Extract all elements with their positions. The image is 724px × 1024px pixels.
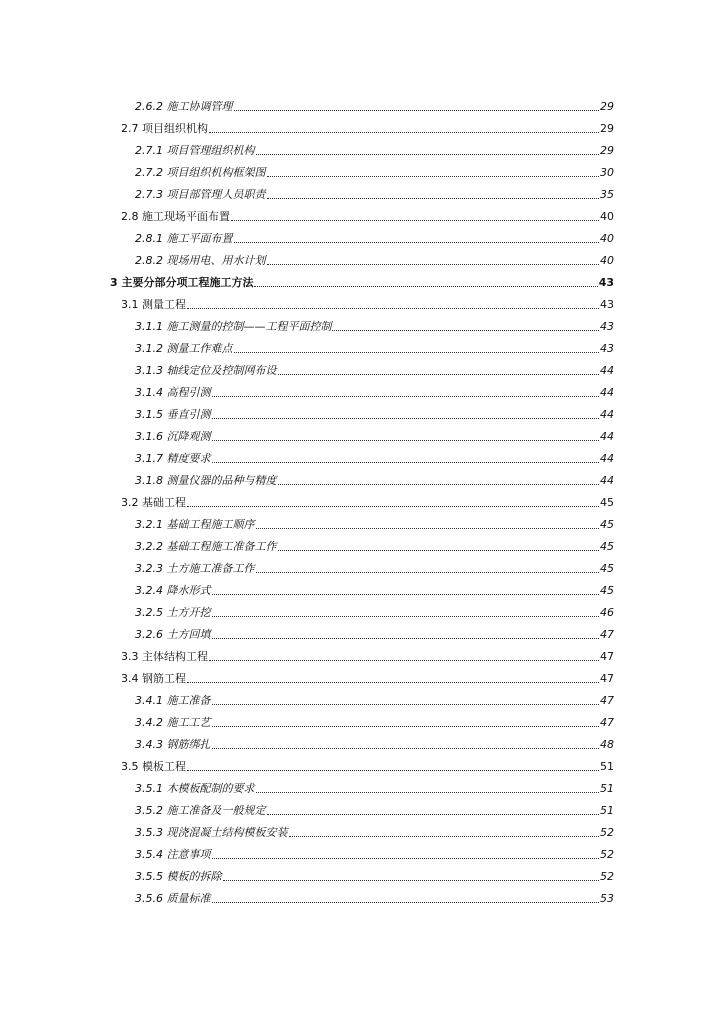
toc-entry[interactable] xyxy=(121,118,614,136)
toc-page-number: 52 xyxy=(600,848,614,861)
toc-page-number: 44 xyxy=(600,364,614,377)
toc-page-number: 46 xyxy=(600,606,614,619)
toc-entry[interactable] xyxy=(135,382,614,400)
toc-entry-title: 2.8.1 施工平面布置 xyxy=(135,232,233,245)
toc-entry-title: 3.2.2 基础工程施工准备工作 xyxy=(135,540,277,553)
toc-entry-title: 3.4.1 施工准备 xyxy=(135,694,211,707)
toc-entry-title: 3.5.2 施工准备及一般规定 xyxy=(135,804,266,817)
toc-dot-leader xyxy=(256,153,600,155)
toc-dot-leader xyxy=(212,439,600,441)
toc-dot-leader xyxy=(212,461,600,463)
toc-entry[interactable] xyxy=(135,778,614,796)
toc-entry-title: 3.5.4 注意事项 xyxy=(135,848,211,861)
toc-entry-title: 3.1.3 轴线定位及控制网布设 xyxy=(135,364,277,377)
toc-entry-title: 2.7 项目组织机构 xyxy=(121,122,208,135)
toc-dot-leader xyxy=(187,307,599,309)
toc-entry[interactable] xyxy=(135,690,614,708)
toc-dot-leader xyxy=(187,769,599,771)
toc-entry[interactable] xyxy=(135,712,614,730)
toc-page-number: 47 xyxy=(600,650,614,663)
toc-entry-title: 3.1.2 测量工作难点 xyxy=(135,342,233,355)
toc-page-number: 35 xyxy=(600,188,614,201)
toc-entry[interactable] xyxy=(135,558,614,576)
toc-dot-leader xyxy=(212,725,600,727)
toc-dot-leader xyxy=(254,285,597,287)
toc-entry[interactable] xyxy=(110,272,614,290)
toc-entry-title: 2.6.2 施工协调管理 xyxy=(135,100,233,113)
toc-entry-title: 3.2.6 土方回填 xyxy=(135,628,211,641)
toc-entry[interactable] xyxy=(121,294,614,312)
toc-entry-title: 3.5.3 现浇混凝土结构模板安装 xyxy=(135,826,288,839)
toc-dot-leader xyxy=(187,681,599,683)
toc-page-number: 52 xyxy=(600,870,614,883)
toc-entry-title: 2.7.1 项目管理组织机构 xyxy=(135,144,255,157)
toc-entry-title: 3.5.6 质量标准 xyxy=(135,892,211,905)
toc-entry-title: 3.4.2 施工工艺 xyxy=(135,716,211,729)
toc-page-number: 44 xyxy=(600,408,614,421)
toc-entry[interactable] xyxy=(135,250,614,268)
toc-entry[interactable] xyxy=(135,800,614,818)
toc-entry-title: 3.4 钢筋工程 xyxy=(121,672,186,685)
toc-entry[interactable] xyxy=(135,184,614,202)
toc-page-number: 44 xyxy=(600,386,614,399)
toc-entry-title: 3.5.1 木模板配制的要求 xyxy=(135,782,255,795)
toc-page-number: 47 xyxy=(600,694,614,707)
toc-page-number: 51 xyxy=(600,804,614,817)
toc-entry[interactable] xyxy=(135,162,614,180)
toc-page-number: 44 xyxy=(600,474,614,487)
toc-dot-leader xyxy=(223,879,600,881)
toc-entry[interactable] xyxy=(135,140,614,158)
toc-page-number: 43 xyxy=(600,320,614,333)
toc-page-number: 45 xyxy=(600,562,614,575)
toc-entry[interactable] xyxy=(135,360,614,378)
toc-dot-leader xyxy=(267,197,600,199)
toc-entry[interactable] xyxy=(121,668,614,686)
toc-entry-title: 3.2.4 降水形式 xyxy=(135,584,211,597)
toc-page-number: 52 xyxy=(600,826,614,839)
toc-page-number: 45 xyxy=(600,584,614,597)
toc-dot-leader xyxy=(212,703,600,705)
toc-entry[interactable] xyxy=(135,426,614,444)
toc-entry-title: 3.2.5 土方开挖 xyxy=(135,606,211,619)
toc-entry-title: 3.1.5 垂直引测 xyxy=(135,408,211,421)
toc-page-number: 45 xyxy=(600,540,614,553)
toc-page-number: 40 xyxy=(600,254,614,267)
toc-dot-leader xyxy=(234,351,600,353)
toc-page-number: 51 xyxy=(600,760,614,773)
toc-dot-leader xyxy=(212,901,600,903)
toc-entry[interactable] xyxy=(121,206,614,224)
toc-dot-leader xyxy=(212,857,600,859)
toc-dot-leader xyxy=(209,131,599,133)
toc-entry-title: 3 主要分部分项工程施工方法 xyxy=(110,276,254,289)
toc-entry[interactable] xyxy=(135,624,614,642)
toc-dot-leader xyxy=(278,483,600,485)
toc-page-number: 47 xyxy=(600,628,614,641)
toc-entry[interactable] xyxy=(135,844,614,862)
toc-dot-leader xyxy=(212,637,600,639)
toc-entry[interactable] xyxy=(121,756,614,774)
toc-page-number: 29 xyxy=(600,100,614,113)
toc-entry-title: 3.2.1 基础工程施工顺序 xyxy=(135,518,255,531)
toc-page-number: 44 xyxy=(600,430,614,443)
toc-entry-title: 3.1.7 精度要求 xyxy=(135,452,211,465)
toc-page-number: 43 xyxy=(600,298,614,311)
toc-dot-leader xyxy=(212,593,600,595)
toc-page-number: 53 xyxy=(600,892,614,905)
toc-dot-leader xyxy=(267,263,600,265)
toc-entry[interactable] xyxy=(135,316,614,334)
toc-page-number: 48 xyxy=(600,738,614,751)
toc-entry-title: 3.1.8 测量仪器的品种与精度 xyxy=(135,474,277,487)
toc-entry[interactable] xyxy=(135,338,614,356)
toc-entry-title: 3.2.3 土方施工准备工作 xyxy=(135,562,255,575)
toc-dot-leader xyxy=(212,417,600,419)
toc-entry-title: 3.1.6 沉降观测 xyxy=(135,430,211,443)
toc-dot-leader xyxy=(267,175,600,177)
toc-entry[interactable] xyxy=(121,646,614,664)
toc-entry-title: 2.8.2 现场用电、用水计划 xyxy=(135,254,266,267)
toc-entry[interactable] xyxy=(135,888,614,906)
toc-page-number: 51 xyxy=(600,782,614,795)
toc-dot-leader xyxy=(209,659,599,661)
toc-entry-title: 3.1 测量工程 xyxy=(121,298,186,311)
toc-dot-leader xyxy=(278,549,600,551)
toc-dot-leader xyxy=(256,571,600,573)
toc-entry[interactable] xyxy=(135,448,614,466)
toc-entry[interactable] xyxy=(121,492,614,510)
toc-dot-leader xyxy=(278,373,600,375)
toc-page-number: 43 xyxy=(598,276,614,289)
toc-page-number: 29 xyxy=(600,122,614,135)
toc-entry-title: 2.7.2 项目组织机构框架图 xyxy=(135,166,266,179)
toc-page-number: 45 xyxy=(600,518,614,531)
toc-page-number: 44 xyxy=(600,452,614,465)
toc-entry-title: 2.8 施工现场平面布置 xyxy=(121,210,230,223)
toc-entry[interactable] xyxy=(135,866,614,884)
toc-page-number: 47 xyxy=(600,716,614,729)
toc-page-number: 29 xyxy=(600,144,614,157)
toc-dot-leader xyxy=(187,505,599,507)
toc-entry-title: 3.5 模板工程 xyxy=(121,760,186,773)
toc-entry[interactable] xyxy=(135,96,614,114)
toc-dot-leader xyxy=(267,813,600,815)
toc-dot-leader xyxy=(212,747,600,749)
toc-dot-leader xyxy=(289,835,600,837)
toc-entry-title: 3.1.1 施工测量的控制——工程平面控制 xyxy=(135,320,332,333)
toc-entry[interactable] xyxy=(135,580,614,598)
toc-dot-leader xyxy=(332,329,599,331)
toc-entry-title: 3.3 主体结构工程 xyxy=(121,650,208,663)
toc-page-number: 47 xyxy=(600,672,614,685)
toc-entry[interactable] xyxy=(135,536,614,554)
toc-dot-leader xyxy=(231,219,599,221)
toc-entry[interactable] xyxy=(135,734,614,752)
toc-page-number: 43 xyxy=(600,342,614,355)
toc-entry-title: 3.4.3 钢筋绑扎 xyxy=(135,738,211,751)
toc-entry[interactable] xyxy=(135,404,614,422)
toc-entry-title: 2.7.3 项目部管理人员职责 xyxy=(135,188,266,201)
toc-page-number: 30 xyxy=(600,166,614,179)
toc-dot-leader xyxy=(234,241,600,243)
toc-entry[interactable] xyxy=(135,470,614,488)
toc-page-number: 40 xyxy=(600,210,614,223)
toc-page-number: 40 xyxy=(600,232,614,245)
toc-entry-title: 3.2 基础工程 xyxy=(121,496,186,509)
toc-entry-title: 3.1.4 高程引测 xyxy=(135,386,211,399)
toc-page-number: 45 xyxy=(600,496,614,509)
toc-entry[interactable] xyxy=(135,602,614,620)
toc-dot-leader xyxy=(256,791,600,793)
toc-entry-title: 3.5.5 模板的拆除 xyxy=(135,870,222,883)
toc-dot-leader xyxy=(212,395,600,397)
toc-dot-leader xyxy=(256,527,600,529)
toc-dot-leader xyxy=(212,615,600,617)
toc-entry[interactable] xyxy=(135,822,614,840)
toc-dot-leader xyxy=(234,109,600,111)
toc-entry[interactable] xyxy=(135,514,614,532)
toc-entry[interactable] xyxy=(135,228,614,246)
